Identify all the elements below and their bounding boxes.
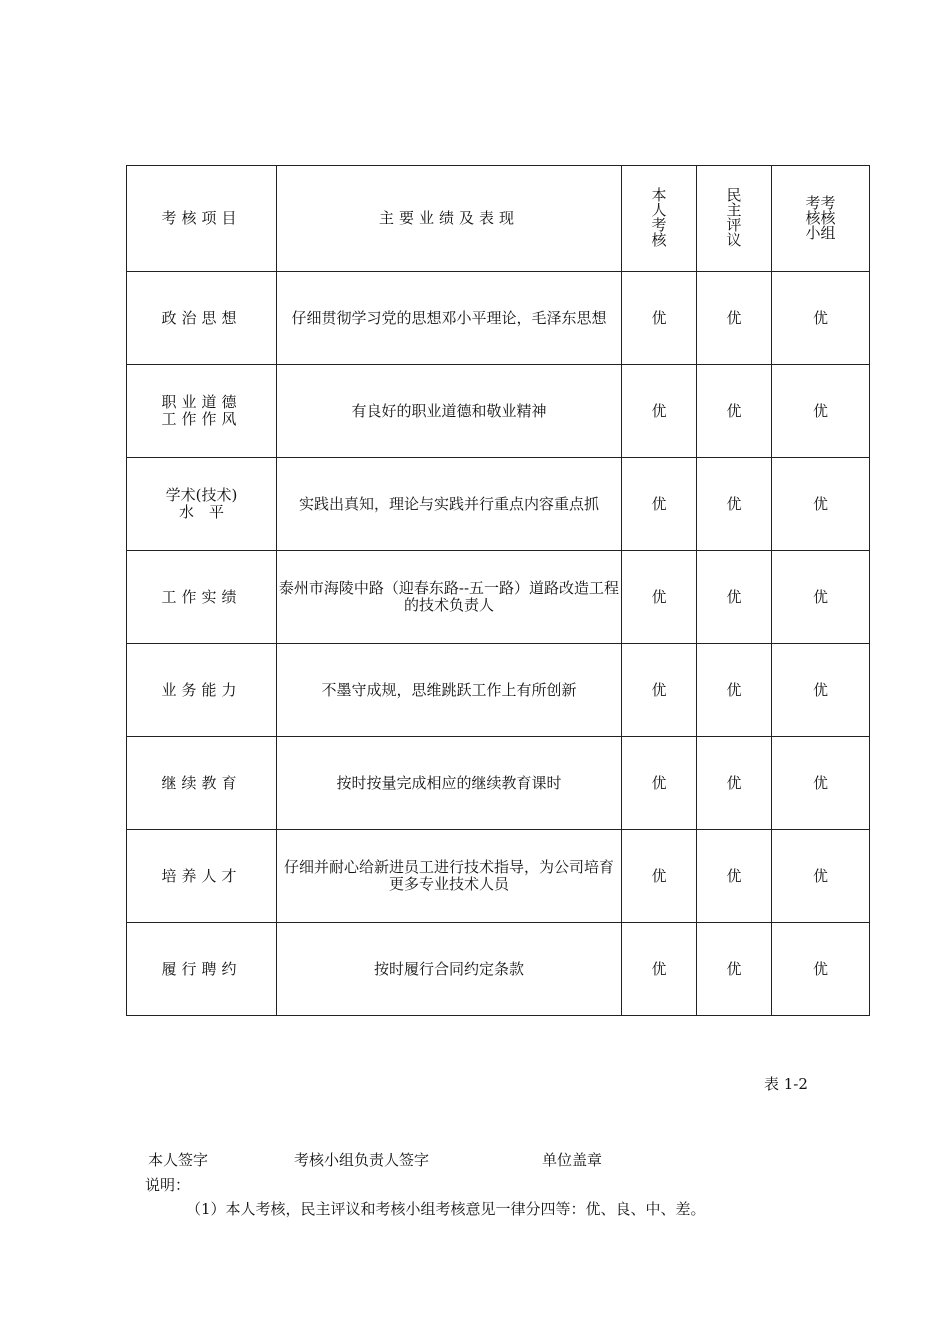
row-peer-rating: 优 xyxy=(697,644,772,737)
row-item: 履行聘约 xyxy=(127,923,277,1016)
row-performance: 实践出真知，理论与实践并行重点内容重点抓 xyxy=(277,458,622,551)
table-row xyxy=(127,644,870,737)
leader-signature-label: 考核小组负责人签字 xyxy=(294,1151,430,1169)
table-row xyxy=(127,272,870,365)
self-signature-label: 本人签字 xyxy=(148,1151,209,1169)
row-self-rating: 优 xyxy=(622,551,697,644)
row-performance: 泰州市海陵中路（迎春东路--五一路）道路改造工程的技术负责人 xyxy=(277,551,622,644)
table-row xyxy=(127,923,870,1016)
row-peer-rating: 优 xyxy=(697,272,772,365)
row-performance: 按时履行合同约定条款 xyxy=(277,923,622,1016)
row-group-rating: 优 xyxy=(772,458,870,551)
table-row xyxy=(127,737,870,830)
row-item: 政治思想 xyxy=(127,272,277,365)
table-row xyxy=(127,365,870,458)
table-row xyxy=(127,830,870,923)
row-performance: 仔细并耐心给新进员工进行技术指导，为公司培育更多专业技术人员 xyxy=(277,830,622,923)
row-self-rating: 优 xyxy=(622,830,697,923)
row-group-rating: 优 xyxy=(772,272,870,365)
row-self-rating: 优 xyxy=(622,644,697,737)
row-self-rating: 优 xyxy=(622,737,697,830)
row-group-rating: 优 xyxy=(772,737,870,830)
row-peer-rating: 优 xyxy=(697,830,772,923)
row-group-rating: 优 xyxy=(772,830,870,923)
header-row xyxy=(127,166,870,272)
row-item: 业务能力 xyxy=(127,644,277,737)
header-group: 考考核核小组 xyxy=(772,166,870,272)
row-item: 工作实绩 xyxy=(127,551,277,644)
row-peer-rating: 优 xyxy=(697,365,772,458)
notes-title: 说明： xyxy=(145,1176,191,1194)
table-caption: 表 1-2 xyxy=(764,1075,808,1093)
row-item: 培养人才 xyxy=(127,830,277,923)
row-group-rating: 优 xyxy=(772,644,870,737)
row-group-rating: 优 xyxy=(772,923,870,1016)
row-peer-rating: 优 xyxy=(697,737,772,830)
row-self-rating: 优 xyxy=(622,272,697,365)
row-group-rating: 优 xyxy=(772,551,870,644)
row-peer-rating: 优 xyxy=(697,923,772,1016)
row-performance: 不墨守成规，思维跳跃工作上有所创新 xyxy=(277,644,622,737)
row-self-rating: 优 xyxy=(622,365,697,458)
row-self-rating: 优 xyxy=(622,458,697,551)
row-performance: 按时按量完成相应的继续教育课时 xyxy=(277,737,622,830)
row-item: 继续教育 xyxy=(127,737,277,830)
notes-item-1: （1）本人考核，民主评议和考核小组考核意见一律分四等：优、良、中、差。 xyxy=(186,1200,706,1218)
row-performance: 仔细贯彻学习党的思想邓小平理论，毛泽东思想 xyxy=(277,272,622,365)
row-performance: 有良好的职业道德和敬业精神 xyxy=(277,365,622,458)
table-row xyxy=(127,551,870,644)
row-item: 职业道德 工作作风 xyxy=(127,365,277,458)
header-peer: 民主评议 xyxy=(697,166,772,272)
header-item: 考核项目 xyxy=(127,166,277,272)
header-self: 本人考核 xyxy=(622,166,697,272)
row-group-rating: 优 xyxy=(772,365,870,458)
header-performance: 主要业绩及表现 xyxy=(277,166,622,272)
table-row xyxy=(127,458,870,551)
row-self-rating: 优 xyxy=(622,923,697,1016)
review-table xyxy=(126,165,870,1016)
seal-label: 单位盖章 xyxy=(542,1151,603,1169)
row-item: 学术(技术) 水 平 xyxy=(127,458,277,551)
row-peer-rating: 优 xyxy=(697,458,772,551)
row-peer-rating: 优 xyxy=(697,551,772,644)
